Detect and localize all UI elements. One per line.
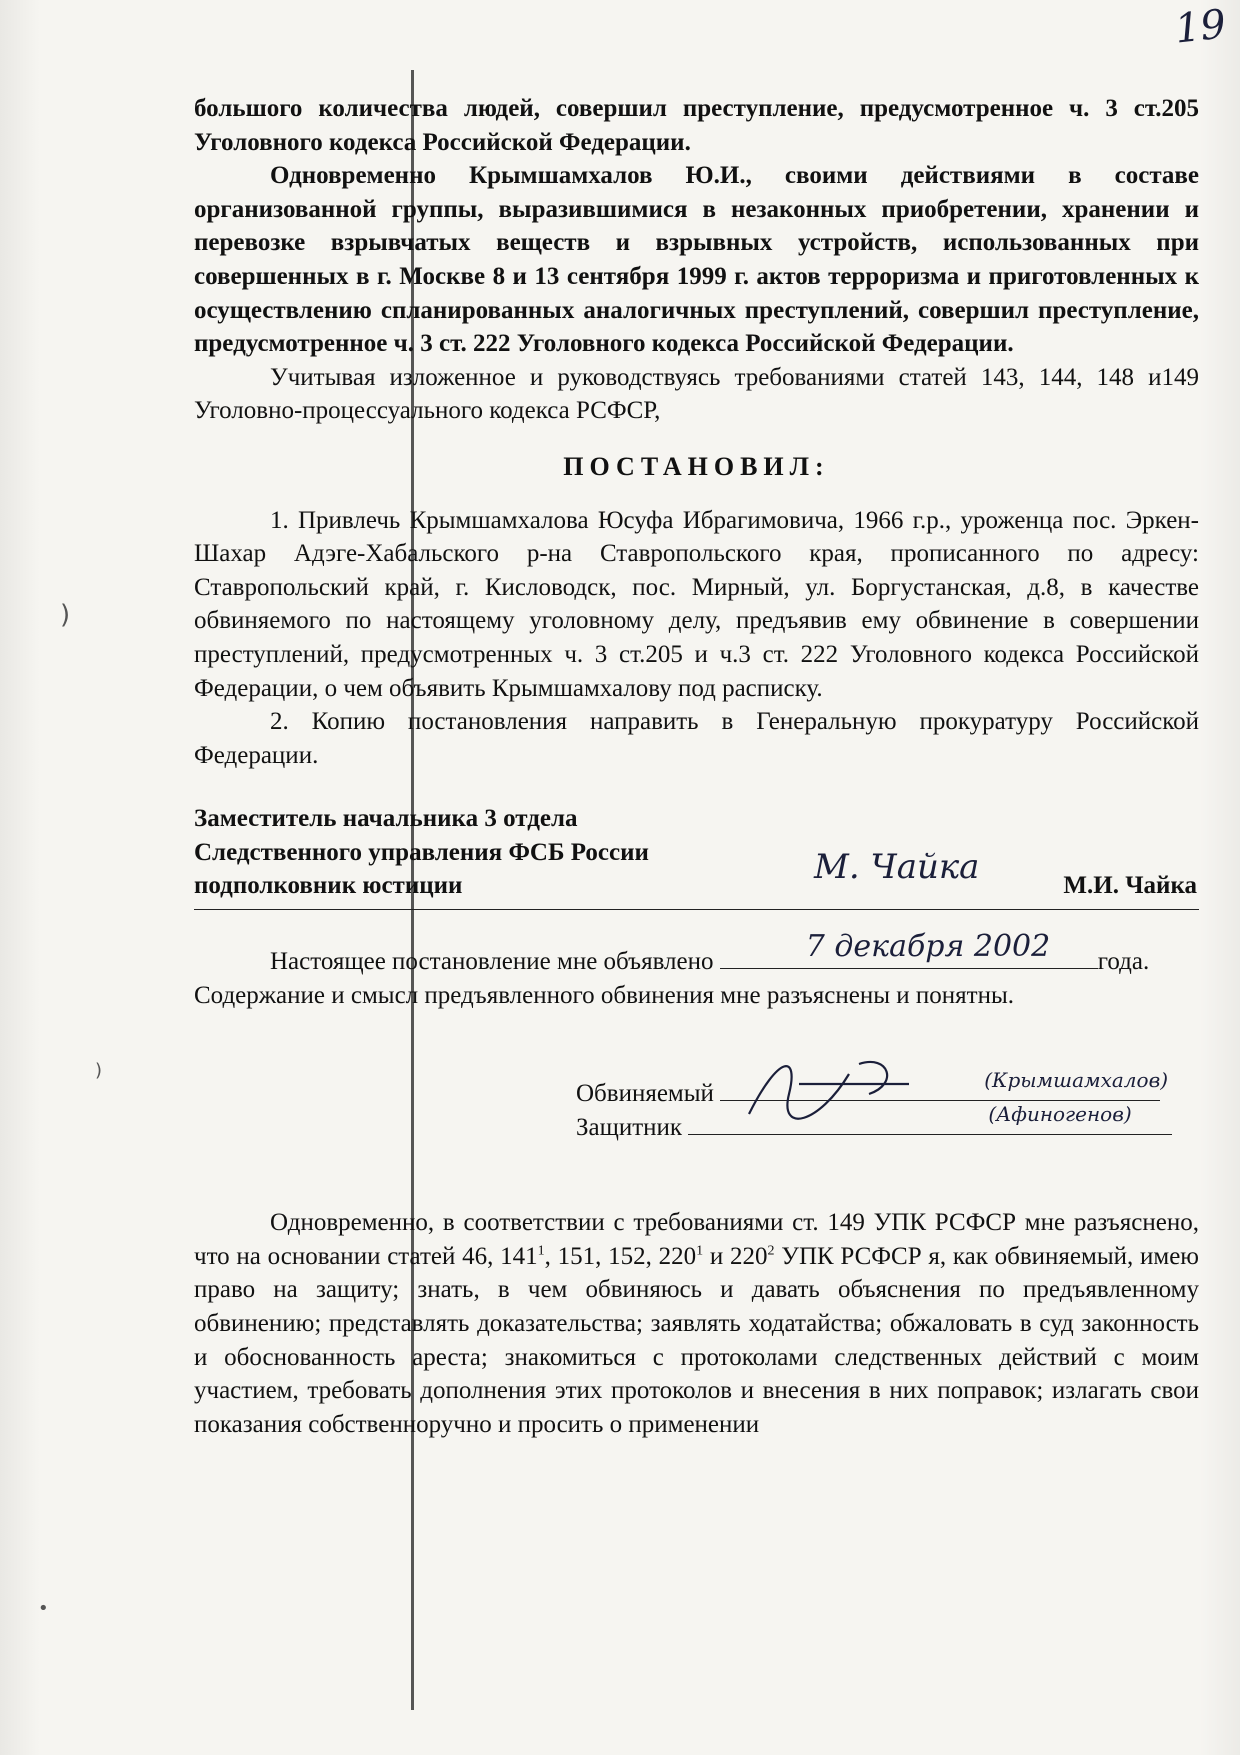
announcement-date-field — [720, 929, 1098, 969]
rights-sup-2: 1 — [696, 1243, 704, 1259]
intro-paragraph-2: Одновременно Крымшамхалов Ю.И., своими действиями в составе организованной группы, выразившимися в незаконных приобретении, хранении и перевозке взрывчатых веществ и взрывных устройств, использованных при совершенных в г. Москве 8 и 13 сентября 1999 г. актов терроризма и приготовленных к осуществлению спланированных аналогичных преступлений, совершил преступление, предусмотренное ч. 3 ст. 222 Уголовного кодекса Российской Федерации. — [194, 162, 1199, 358]
rights-paragraph — [194, 1206, 1199, 1441]
margin-mark: ) — [95, 1060, 103, 1081]
rights-text-3: и 220 — [703, 1242, 768, 1270]
intro-paragraph-1: большого количества людей, совершил преступление, предусмотренное ч. 3 ст.205 Уголовного кодекса Российской Федерации. — [194, 95, 1199, 156]
considering-paragraph: Учитывая изложенное и руководствуясь требованиями статей 143, 144, 148 и149 Уголовно-процессуального кодекса РСФСР, — [194, 363, 1199, 425]
announcement-line — [194, 929, 1199, 979]
margin-mark: ) — [60, 600, 71, 630]
parties-block — [194, 1068, 1199, 1154]
rights-text-2: , 151, 152, 220 — [544, 1242, 697, 1270]
handwritten-signature: М. Чайка — [814, 847, 980, 888]
resolution-heading: ПОСТАНОВИЛ: — [563, 451, 830, 481]
accused-name-handwritten: (Крымшамхалов) — [984, 1068, 1169, 1093]
separator-line — [194, 909, 1199, 910]
document-body — [194, 92, 1199, 1441]
accused-signature-scrawl — [739, 1044, 919, 1134]
signatory-rank: подполковник юстиции — [194, 872, 463, 900]
announcement-understood: Содержание и смысл предъявленного обвинения мне разъяснены и понятны. — [194, 981, 1015, 1009]
announcement-suffix: года. — [1097, 948, 1150, 976]
signatory-name: М.И. Чайка — [1063, 872, 1197, 900]
handwritten-date: 7 декабря 2002 — [805, 929, 1051, 965]
rights-sup-3: 2 — [767, 1243, 775, 1259]
rights-text-4: УПК РСФСР я, как обвиняемый, имею право на защиту; знать, в чем обвиняюсь и давать объяснения по предъявленному обвинению; представлять доказательства; заявлять ходатайства; обжаловать в суд законность и обоснованность ареста; знакомиться с протоколами следственных действий с моим участием, требовать дополнения этих протоколов и внесения в них поправок; излагать свои показания собственноручно и просить о применении — [194, 1242, 1199, 1438]
page-number: 19 — [1172, 1, 1229, 53]
signatory-department: Следственного управления ФСБ России — [194, 838, 649, 866]
defender-name-handwritten: (Афиногенов) — [988, 1102, 1132, 1127]
announcement-prefix: Настоящее постановление мне объявлено — [270, 948, 714, 976]
margin-mark: • — [38, 1598, 49, 1619]
resolution-item-1: 1. Привлечь Крымшамхалова Юсуфа Ибрагимовича, 1966 г.р., уроженца пос. Эркен-Шахар Адэге-Хабальского р-на Ставропольского края, прописанного по адресу: Ставропольский край, г. Кисловодск, пос. Мирный, ул. Боргустанская, д.8, в качестве обвиняемого по настоящему уголовному делу, предъявив ему обвинение в совершении преступлений, предусмотренных ч. 3 ст.205 и ч.3 ст. 222 Уголовного кодекса Российской Федерации, о чем объявить Крымшамхалову под расписку. — [194, 506, 1199, 702]
resolution-item-2: 2. Копию постановления направить в Генеральную прокуратуру Российской Федерации. — [194, 708, 1199, 769]
rights-sup-1: 1 — [537, 1243, 545, 1259]
accused-label: Обвиняемый — [576, 1080, 714, 1108]
defender-label: Защитник — [576, 1114, 683, 1142]
signatory-block — [194, 802, 1199, 903]
rights-text-1: Одновременно, в соответствии с требованиями ст. 149 УПК РСФСР мне разъяснено, что на основании статей 46, 141 — [194, 1209, 1199, 1270]
signatory-title: Заместитель начальника 3 отдела — [194, 805, 578, 833]
